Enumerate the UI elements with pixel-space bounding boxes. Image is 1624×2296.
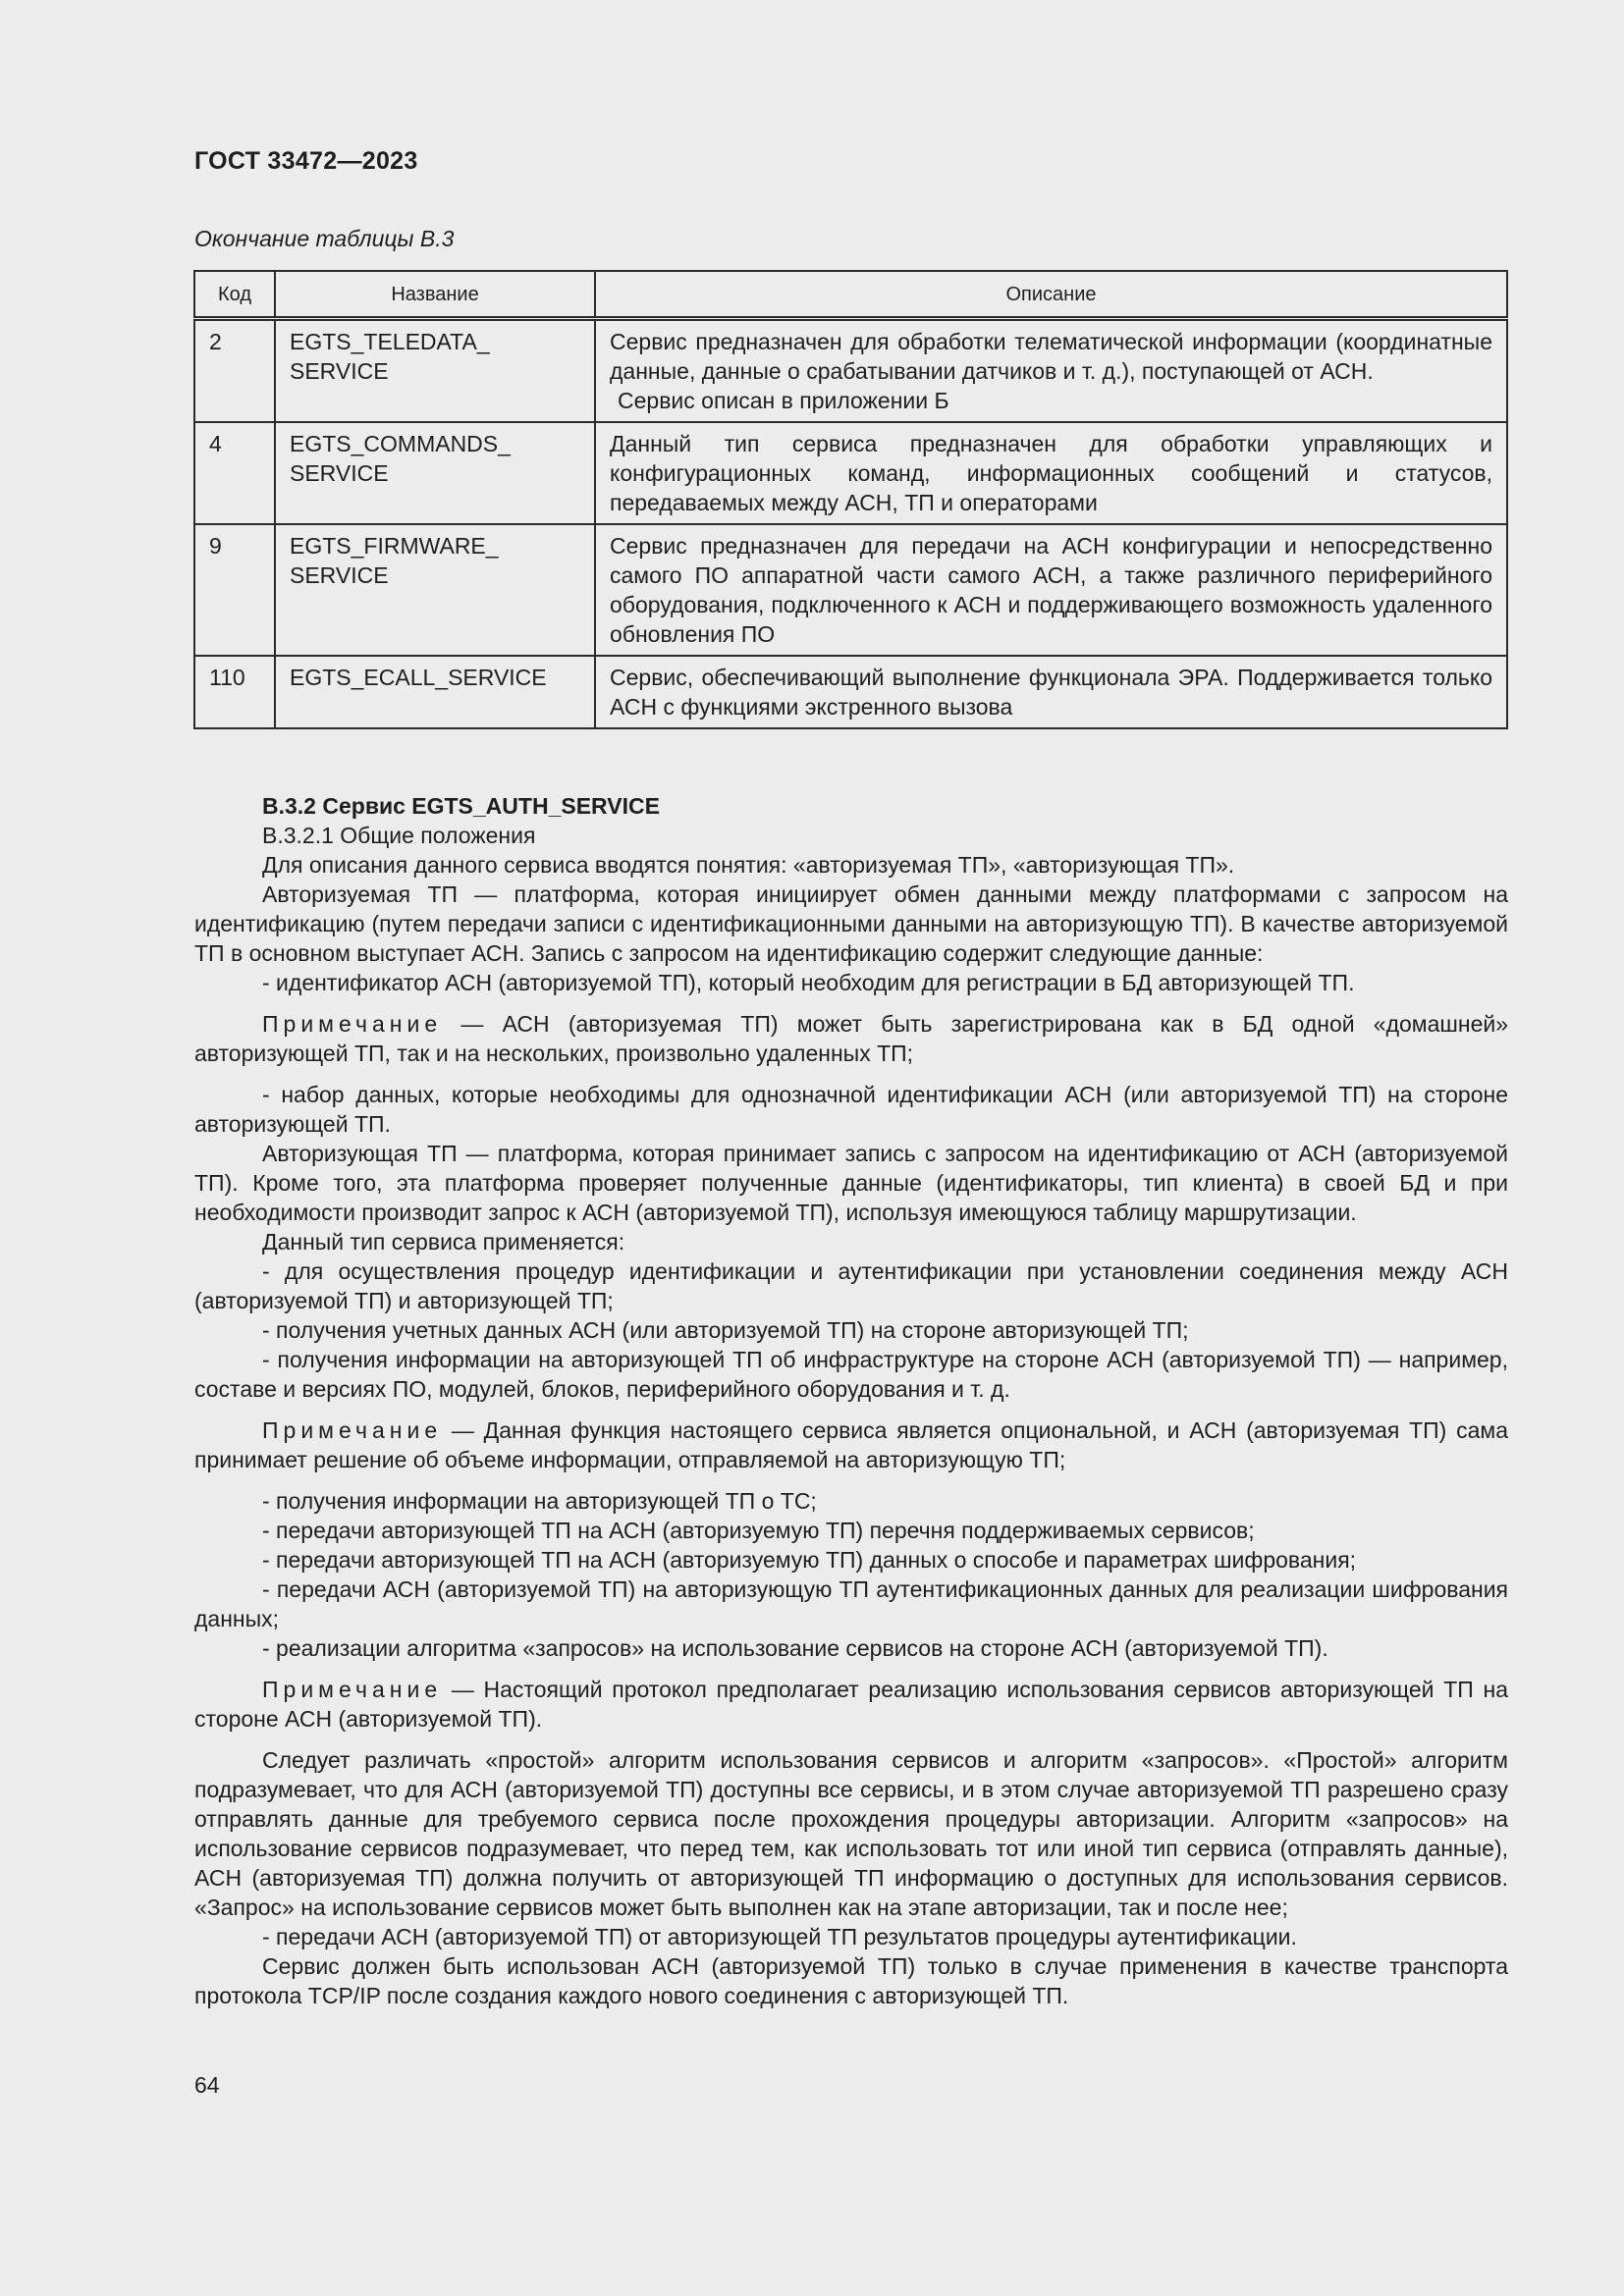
service-description: Сервис, обеспечивающий выполнение функционала ЭРА. Поддерживается только АСН с функциями экстренного вызова <box>595 656 1507 728</box>
list-item: - получения информации на авторизующей ТП об инфраструктуре на стороне АСН (авторизуемой ТП) — например, составе и версиях ПО, модулей, блоков, периферийного оборудования и т. д. <box>194 1347 1508 1402</box>
list-item: - набор данных, которые необходимы для однозначной идентификации АСН (или авторизуемой ТП) на стороне авторизующей ТП. <box>194 1082 1508 1137</box>
page-number: 64 <box>194 2072 220 2098</box>
service-name: EGTS_ECALL_SERVICE <box>275 656 595 728</box>
service-description <box>595 319 1507 423</box>
column-header-name: Название <box>275 271 595 319</box>
note <box>194 1009 1508 1068</box>
service-name: EGTS_FIRMWARE_ SERVICE <box>275 524 595 656</box>
service-name: EGTS_TELEDATA_ SERVICE <box>275 319 595 423</box>
service-code: 9 <box>194 524 275 656</box>
service-description: Сервис предназначен для передачи на АСН конфигурации и непосредственно самого ПО аппаратной части самого АСН, а также различного периферийного оборудования, подключенного к АСН и поддерживающего возможность удаленного обновления ПО <box>595 524 1507 656</box>
paragraph: Для описания данного сервиса вводятся понятия: «авторизуемая ТП», «авторизующая ТП». <box>262 852 1235 878</box>
table-row <box>194 319 1507 423</box>
list-item: - передачи АСН (авторизуемой ТП) на авторизующую ТП аутентификационных данных для реализации шифрования данных; <box>194 1576 1508 1631</box>
note-label: Примечание <box>262 1677 443 1702</box>
list-item: - получения информации на авторизующей ТП о ТС; <box>262 1488 817 1514</box>
table-row <box>194 422 1507 524</box>
note-text: — Настоящий протокол предполагает реализацию использования сервисов авторизующей ТП на стороне АСН (авторизуемой ТП). <box>194 1677 1508 1732</box>
list-item: - для осуществления процедур идентификации и аутентификации при установлении соединения между АСН (авторизуемой ТП) и авторизующей ТП; <box>194 1258 1508 1313</box>
table-header-row <box>194 271 1507 319</box>
service-name: EGTS_COMMANDS_ SERVICE <box>275 422 595 524</box>
note <box>194 1415 1508 1474</box>
column-header-code: Код <box>194 271 275 319</box>
section-heading: В.3.2 Сервис EGTS_AUTH_SERVICE <box>262 793 660 819</box>
note-text: — Данная функция настоящего сервиса является опциональной, и АСН (авторизуемая ТП) сама принимает решение об объеме информации, отправляемой на авторизующую ТП; <box>194 1417 1508 1472</box>
service-code: 2 <box>194 319 275 423</box>
list-item: - идентификатор АСН (авторизуемой ТП), который необходим для регистрации в БД авторизующей ТП. <box>262 970 1355 995</box>
body-text <box>194 791 1508 2010</box>
service-description-note: Сервис описан в приложении Б <box>618 388 949 413</box>
note-label: Примечание <box>262 1417 443 1443</box>
service-code: 110 <box>194 656 275 728</box>
list-item: - передачи авторизующей ТП на АСН (авторизуемую ТП) перечня поддерживаемых сервисов; <box>262 1518 1255 1543</box>
table-row <box>194 524 1507 656</box>
service-description-text: Сервис предназначен для обработки телематической информации (координатные данные, данные о срабатывании датчиков и т. д.), поступающей от АСН. <box>610 329 1492 384</box>
services-table <box>193 270 1508 729</box>
list-item: - реализации алгоритма «запросов» на использование сервисов на стороне АСН (авторизуемой ТП). <box>262 1635 1328 1661</box>
paragraph: Авторизуемая ТП — платформа, которая инициирует обмен данными между платформами с запросом на идентификацию (путем передачи записи с идентификационными данными на авторизующую ТП). В качестве авторизуемой ТП в основном выступает АСН. Запись с запросом на идентификацию содержит следующие данные: <box>194 881 1508 966</box>
paragraph: Авторизующая ТП — платформа, которая принимает запись с запросом на идентификацию от АСН (авторизуемой ТП). Кроме того, эта платформа проверяет полученные данные (идентификаторы, тип клиента) в своей БД и при необходимости производит запрос к АСН (авторизуемой ТП), используя имеющуюся таблицу маршрутизации. <box>194 1141 1508 1225</box>
table-row <box>194 656 1507 728</box>
paragraph: Сервис должен быть использован АСН (авторизуемой ТП) только в случае применения в качестве транспорта протокола TCP/IP после создания каждого нового соединения с авторизующей ТП. <box>194 1953 1508 2008</box>
table-caption: Окончание таблицы В.3 <box>194 226 455 251</box>
note <box>194 1675 1508 1734</box>
note-text: — АСН (авторизуемая ТП) может быть зарегистрирована как в БД одной «домашней» авторизующей ТП, так и на нескольких, произвольно удаленных ТП; <box>194 1011 1508 1066</box>
service-code: 4 <box>194 422 275 524</box>
document-header: ГОСТ 33472—2023 <box>194 147 418 175</box>
service-description: Данный тип сервиса предназначен для обработки управляющих и конфигурационных команд, информационных сообщений и статусов, передаваемых между АСН, ТП и операторами <box>595 422 1507 524</box>
note-label: Примечание <box>262 1011 443 1037</box>
subsection-heading: В.3.2.1 Общие положения <box>262 823 536 848</box>
column-header-description: Описание <box>595 271 1507 319</box>
paragraph: Следует различать «простой» алгоритм использования сервисов и алгоритм «запросов». «Простой» алгоритм подразумевает, что для АСН (авторизуемой ТП) доступны все сервисы, и в этом случае авторизуемой ТП разрешено сразу отправлять данные для требуемого сервиса после прохождения процедуры авторизации. Алгоритм «запросов» на использование сервисов подразумевает, что перед тем, как использовать тот или иной тип сервиса (отправлять данные), АСН (авторизуемая ТП) должна получить от авторизующей ТП информацию о доступных для использования сервисов. «Запрос» на использование сервисов может быть выполнен как на этапе авторизации, так и после нее; <box>194 1747 1508 1920</box>
paragraph: Данный тип сервиса применяется: <box>262 1229 625 1255</box>
list-item: - получения учетных данных АСН (или авторизуемой ТП) на стороне авторизующей ТП; <box>262 1317 1189 1343</box>
list-item: - передачи АСН (авторизуемой ТП) от авторизующей ТП результатов процедуры аутентификации. <box>262 1924 1297 1949</box>
list-item: - передачи авторизующей ТП на АСН (авторизуемую ТП) данных о способе и параметрах шифрования; <box>262 1547 1357 1573</box>
